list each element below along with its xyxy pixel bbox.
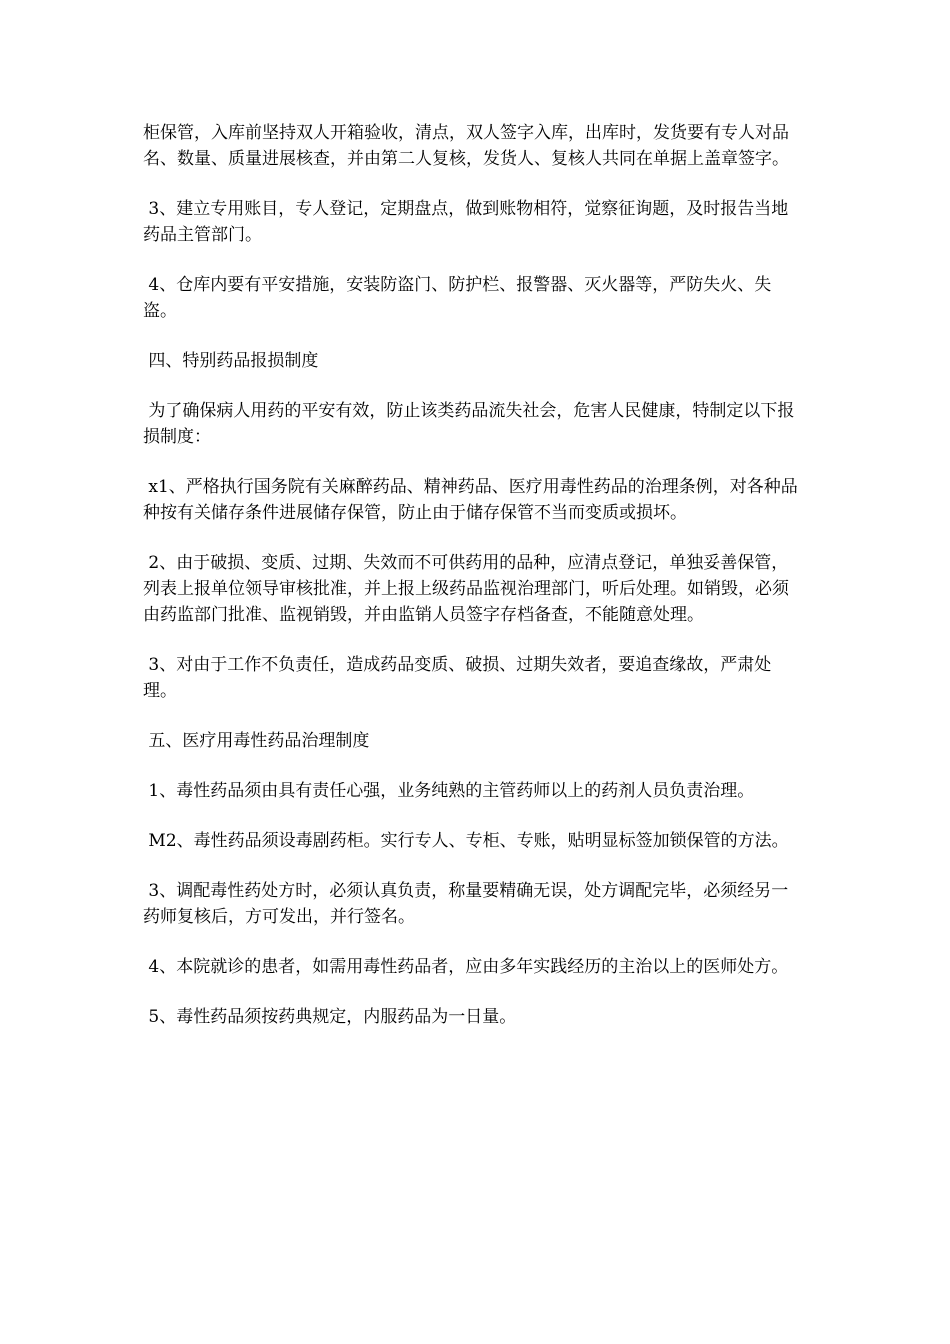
section-heading-5: 五、医疗用毒性药品治理制度 <box>143 731 370 751</box>
document-body <box>143 120 803 1054</box>
paragraph-item-3-accountability: 3、对由于工作不负责任，造成药品变质、破损、过期失效者，要追查缘故，严肃处理。 <box>143 655 772 701</box>
paragraph-storage-continuation: 柜保管，入库前坚持双人开箱验收，清点，双人签字入库，出库时，发货要有专人对品名、数量、质量进展核查，并由第二人复核，发货人、复核人共同在单据上盖章签字。 <box>143 123 789 169</box>
paragraph-item-4-prescription: 4、本院就诊的患者，如需用毒性药品者，应由多年实践经历的主治以上的医师处方。 <box>143 957 789 977</box>
paragraph-item-1-regulation: x1、严格执行国务院有关麻醉药品、精神药品、医疗用毒性药品的治理条例，对各种品种按有关储存条件进展储存保管，防止由于储存保管不当而变质或损坏。 <box>143 477 798 523</box>
paragraph-item-3-ledger: 3、建立专用账目，专人登记，定期盘点，做到账物相符，觉察征询题，及时报告当地药品主管部门。 <box>143 199 789 245</box>
paragraph-item-2-disposal: 2、由于破损、变质、过期、失效而不可供药用的品种，应清点登记，单独妥善保管，列表上报单位领导审核批准，并上报上级药品监视治理部门，听后处理。如销毁，必须由药监部门批准、监视销毁，并由监销人员签字存档备查，不能随意处理。 <box>143 553 789 625</box>
paragraph-item-2-toxic-cabinet: M2、毒性药品须设毒剧药柜。实行专人、专柜、专账，贴明显标签加锁保管的方法。 <box>143 831 789 851</box>
paragraph-item-5-dosage: 5、毒性药品须按药典规定，内服药品为一日量。 <box>143 1007 517 1027</box>
paragraph-item-4-safety: 4、仓库内要有平安措施，安装防盗门、防护栏、报警器、灭火器等，严防失火、失盗。 <box>143 275 772 321</box>
paragraph-intro-loss-report: 为了确保病人用药的平安有效，防止该类药品流失社会，危害人民健康，特制定以下报损制度： <box>143 401 795 447</box>
paragraph-item-1-toxic-staff: 1、毒性药品须由具有责任心强，业务纯熟的主管药师以上的药剂人员负责治理。 <box>143 781 755 801</box>
section-heading-4: 四、特别药品报损制度 <box>143 351 319 371</box>
paragraph-item-3-dispensing: 3、调配毒性药处方时，必须认真负责，称量要精确无误，处方调配完毕，必须经另一药师复核后，方可发出，并行签名。 <box>143 881 789 927</box>
